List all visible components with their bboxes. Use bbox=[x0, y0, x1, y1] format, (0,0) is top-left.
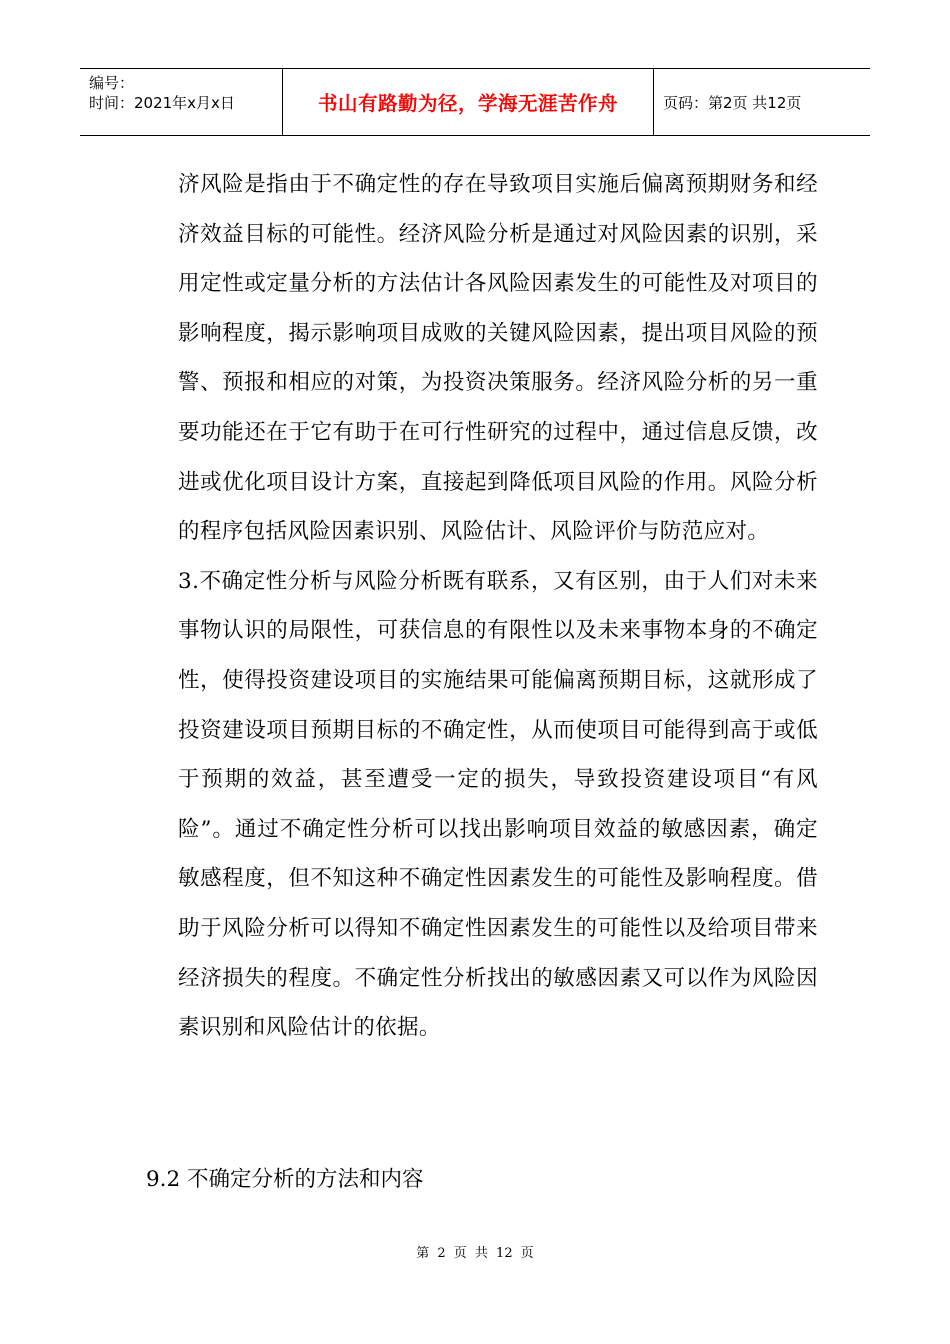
body-paragraph-1: 济风险是指由于不确定性的存在导致项目实施后偏离预期财务和经济效益目标的可能性。经济风险分析是通过对风险因素的识别，采用定性或定量分析的方法估计各风险因素发生的可能性及对项目的影响程度，揭示影响项目成败的关键风险因素，提出项目风险的预警、预报和相应的对策，为投资决策服务。经济风险分析的另一重要功能还在于它有助于在可行性研究的过程中，通过信息反馈，改进或优化项目设计方案，直接起到降低项目风险的作用。风险分析的程序包括风险因素识别、风险估计、风险评价与防范应对。 bbox=[178, 172, 818, 545]
header-page-info: 页码：第2页 共12页 bbox=[663, 93, 802, 112]
document-time-label: 时间：2021年x月x日 bbox=[89, 94, 235, 112]
header-motto: 书山有路勤为径，学海无涯苦作舟 bbox=[317, 92, 618, 115]
section-title: 9.2 不确定分析的方法和内容 bbox=[146, 1167, 424, 1192]
header-page-cell bbox=[654, 69, 870, 135]
page-header bbox=[80, 68, 870, 136]
header-meta-cell bbox=[80, 69, 282, 135]
document-number-label: 编号： bbox=[89, 74, 135, 92]
page-footer: 第 2 页 共 12 页 bbox=[416, 1246, 534, 1261]
body-paragraph-2: 3.不确定性分析与风险分析既有联系，又有区别，由于人们对未来事物认识的局限性，可获信息的有限性以及未来事物本身的不确定性，使得投资建设项目的实施结果可能偏离预期目标，这就形成了投资建设项目预期目标的不确定性，从而使项目可能得到高于或低于预期的效益，甚至遭受一定的损失，导致投资建设项目“有风险”。通过不确定性分析可以找出影响项目效益的敏感因素，确定敏感程度，但不知这种不确定性因素发生的可能性及影响程度。借助于风险分析可以得知不确定性因素发生的可能性以及给项目带来经济损失的程度。不确定性分析找出的敏感因素又可以作为风险因素识别和风险估计的依据。 bbox=[178, 568, 818, 1041]
header-motto-cell bbox=[282, 69, 654, 135]
document-body bbox=[178, 160, 818, 1053]
